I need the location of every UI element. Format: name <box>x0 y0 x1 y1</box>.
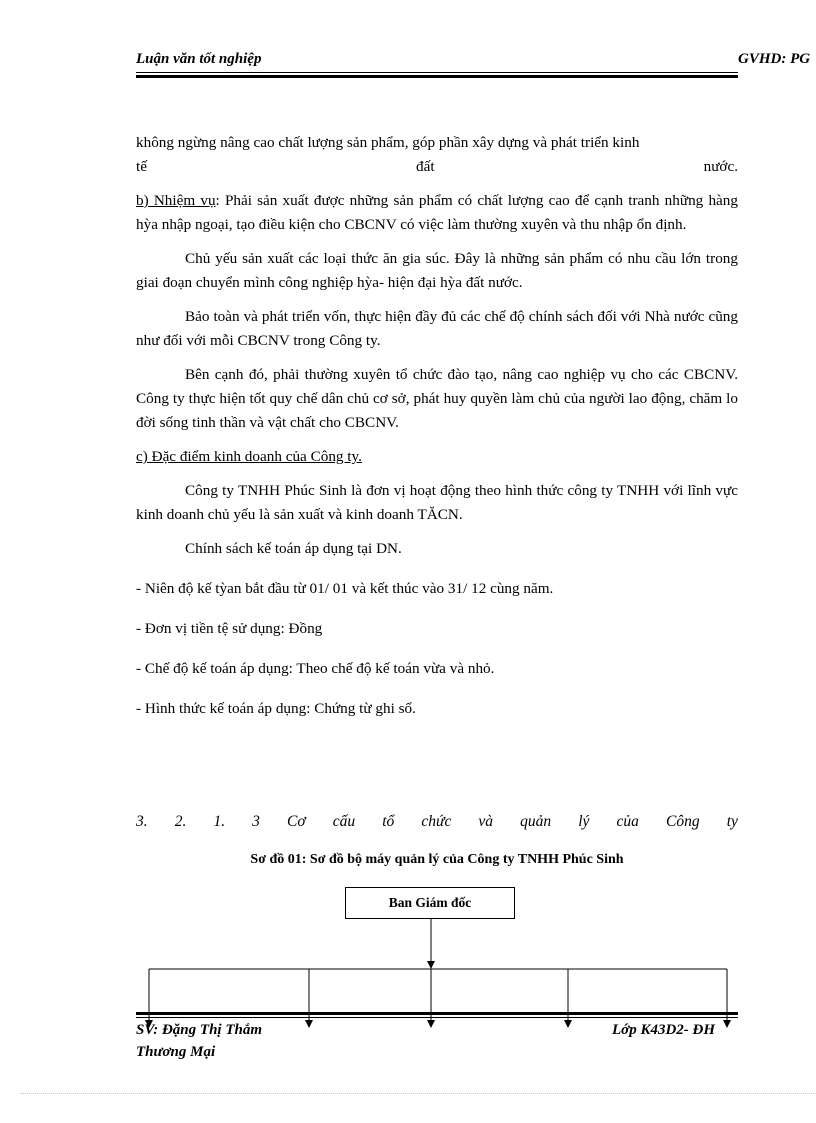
bullet-item: - Hình thức kế toán áp dụng: Chứng từ ghi sổ. <box>136 700 416 717</box>
paragraph-chu-yeu: Chủ yếu sản xuất các loại thức ăn gia súc. Đây là những sản phẩm có nhu cầu lớn trong giai đoạn chuyển mình công nghiệp hỳa- hiện đại hỳa đất nước. <box>136 250 738 291</box>
heading-word: 2. <box>174 813 187 830</box>
paragraph-ben-canh: Bên cạnh đó, phải thường xuyên tổ chức đào tạo, nâng cao nghiệp vụ cho các CBCNV. Công ty thực hiện tốt quy chế dân chủ cơ sở, phát huy quyền làm chủ của người lao động, chăm lo đời sống tinh thần và vật chất cho CBCNV. <box>136 366 738 431</box>
header-right-advisor: GVHD: PG <box>738 51 811 67</box>
footer-class: Lớp K43D2- ĐH <box>612 1022 716 1038</box>
arrow-head-icon <box>427 961 435 969</box>
nhiem-vu-label: b) Nhiệm vụ <box>136 192 216 209</box>
footer-student-name: SV: Đặng Thị Thắm <box>136 1022 262 1038</box>
nhiem-vu-text: : Phải sản xuất được những sản phẩm có chất lượng cao để cạnh tranh những hàng hỳa nhập ngoại, tạo điều kiện cho CBCNV có việc làm thường xuyên và thu nhập ổn định. <box>136 192 738 233</box>
heading-word: 3 <box>252 813 260 830</box>
heading-word: cấu <box>332 813 356 830</box>
heading-word: ty <box>726 813 738 830</box>
footer-school: Thương Mại <box>136 1044 216 1060</box>
heading-word: và <box>478 813 494 830</box>
paragraph-cong-ty: Công ty TNHH Phúc Sinh là đơn vị hoạt động theo hình thức công ty TNHH với lĩnh vực kinh doanh chủ yếu là sản xuất và kinh doanh TĂCN. <box>136 482 738 523</box>
paragraph-chinh-sach: Chính sách kế toán áp dụng tại DN. <box>185 540 402 557</box>
heading-word: của <box>616 813 639 830</box>
footer-rule-thin <box>136 1017 738 1018</box>
heading-word: 1. <box>213 813 226 830</box>
bullet-item: - Chế độ kế toán áp dụng: Theo chế độ kế toán vừa và nhỏ. <box>136 660 495 677</box>
heading-word: Cơ <box>287 813 306 830</box>
word: đất <box>416 158 435 175</box>
section-heading-dac-diem: c) Đặc điểm kinh doanh của Công ty. <box>136 448 362 465</box>
footer-rule-thick <box>136 1012 738 1015</box>
word: tế <box>136 158 147 175</box>
header-left-title: Luận văn tốt nghiệp <box>136 51 262 67</box>
heading-word: chức <box>421 813 452 830</box>
word: nước. <box>703 158 738 175</box>
heading-word: quản <box>520 813 552 830</box>
bullet-item: - Đơn vị tiền tệ sử dụng: Đồng <box>136 620 323 637</box>
heading-word: tổ <box>382 813 395 830</box>
arrow-head-icon <box>427 1020 435 1028</box>
org-box-ban-giam-doc: Ban Giám đốc <box>345 887 515 919</box>
arrow-head-icon <box>723 1020 731 1028</box>
heading-word: lý <box>578 813 590 830</box>
paragraph-bao-toan: Bảo toàn và phát triển vốn, thực hiện đầy đủ các chế độ chính sách đối với Nhà nước cũng như đối với mỗi CBCNV trong Công ty. <box>136 308 738 349</box>
heading-word: Công <box>666 813 700 830</box>
arrow-head-icon <box>305 1020 313 1028</box>
diagram-title: Sơ đồ 01: Sơ đồ bộ máy quản lý của Công ty TNHH Phúc Sinh <box>250 852 624 867</box>
paragraph-line: không ngừng nâng cao chất lượng sản phẩm, góp phần xây dựng và phát triển kinh <box>136 134 640 151</box>
arrow-head-icon <box>564 1020 572 1028</box>
heading-word: 3. <box>136 813 148 830</box>
bullet-item: - Niên độ kế tỳan bắt đầu từ 01/ 01 và kết thúc vào 31/ 12 cùng năm. <box>136 580 554 597</box>
page-bottom-dotted-rule <box>20 1093 816 1094</box>
